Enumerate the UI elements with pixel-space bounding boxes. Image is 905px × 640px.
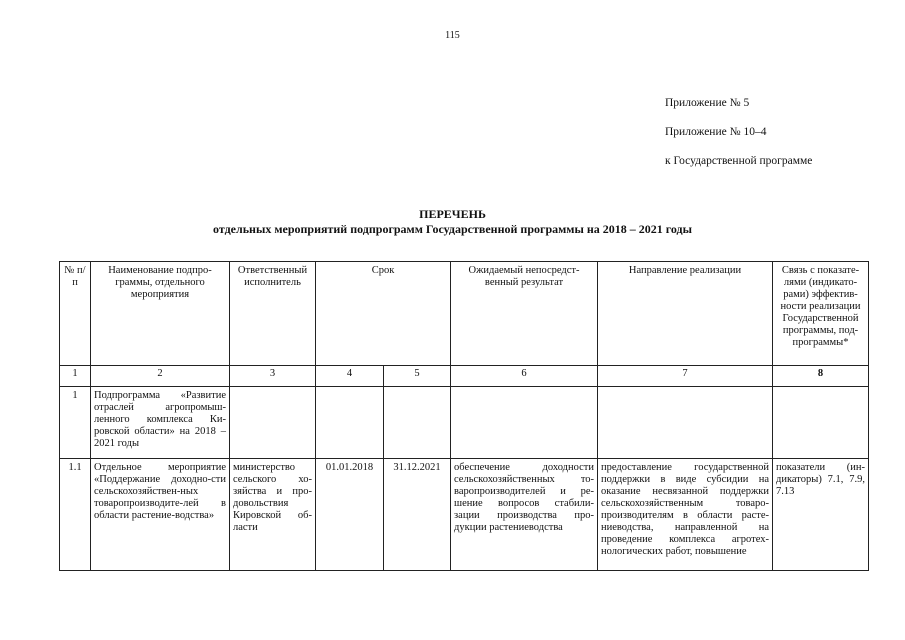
header-term: Срок: [316, 262, 451, 366]
row-result: [451, 387, 598, 459]
column-number: 3: [230, 366, 316, 387]
measures-table: [59, 261, 869, 571]
appendix-line-1: Приложение № 5: [665, 97, 750, 109]
row-end: 31.12.2021: [384, 459, 451, 571]
header-direction: Направление реализации: [598, 262, 773, 366]
column-number: 2: [91, 366, 230, 387]
column-number: 8: [773, 366, 869, 387]
document-title: ПЕРЕЧЕНЬ: [419, 207, 486, 221]
row-direction: [598, 387, 773, 459]
column-number: 7: [598, 366, 773, 387]
row-link: показатели (ин-дикаторы) 7.1, 7.9, 7.13: [773, 459, 869, 571]
column-number: 1: [60, 366, 91, 387]
row-executor: [230, 387, 316, 459]
page-number: 115: [445, 30, 460, 41]
table-header-row: [60, 262, 869, 366]
appendix-line-2: Приложение № 10–4: [665, 126, 767, 138]
row-num: 1.1: [60, 459, 91, 571]
header-result: Ожидаемый непосредст-венный результат: [451, 262, 598, 366]
row-start: [316, 387, 384, 459]
appendix-line-3: к Государственной программе: [665, 155, 813, 167]
table-row: [60, 459, 869, 571]
row-num: 1: [60, 387, 91, 459]
column-number-row: [60, 366, 869, 387]
header-name: Наименование подпро-граммы, отдельного мероприятия: [91, 262, 230, 366]
row-name: Подпрограмма «Развитие отраслей агропромыш-ленного комплекса Ки-ровской области» на 2018 – 2021 годы: [91, 387, 230, 459]
column-number: 5: [384, 366, 451, 387]
table-row: [60, 387, 869, 459]
row-link: [773, 387, 869, 459]
header-num: № п/п: [60, 262, 91, 366]
column-number: 4: [316, 366, 384, 387]
header-link: Связь с показате-лями (индикато-рами) эффектив-ности реализации Государственной программы, под-программы*: [773, 262, 869, 366]
row-name: Отдельное мероприятие «Поддержание доходно-сти сельскохозяйствен-ных товаропроизводите-лей в области растение-водства»: [91, 459, 230, 571]
column-number: 6: [451, 366, 598, 387]
row-result: обеспечение доходности сельскохозяйственных то-варопроизводителей и ре-шение вопросов стабили-зации производства про-дукции растениеводства: [451, 459, 598, 571]
header-executor: Ответственный исполнитель: [230, 262, 316, 366]
row-direction: предоставление государственной поддержки в виде субсидии на оказание несвязанной поддержки сельскохозяйственным товаро-производителям в области расте-ниеводства, направленной на проведение комплекса агротех-нологических работ, повышение: [598, 459, 773, 571]
row-end: [384, 387, 451, 459]
document-subtitle: отдельных мероприятий подпрограмм Государственной программы на 2018 – 2021 годы: [212, 222, 692, 236]
row-start: 01.01.2018: [316, 459, 384, 571]
row-executor: министерство сельского хо-зяйства и про-довольствия Кировской об-ласти: [230, 459, 316, 571]
